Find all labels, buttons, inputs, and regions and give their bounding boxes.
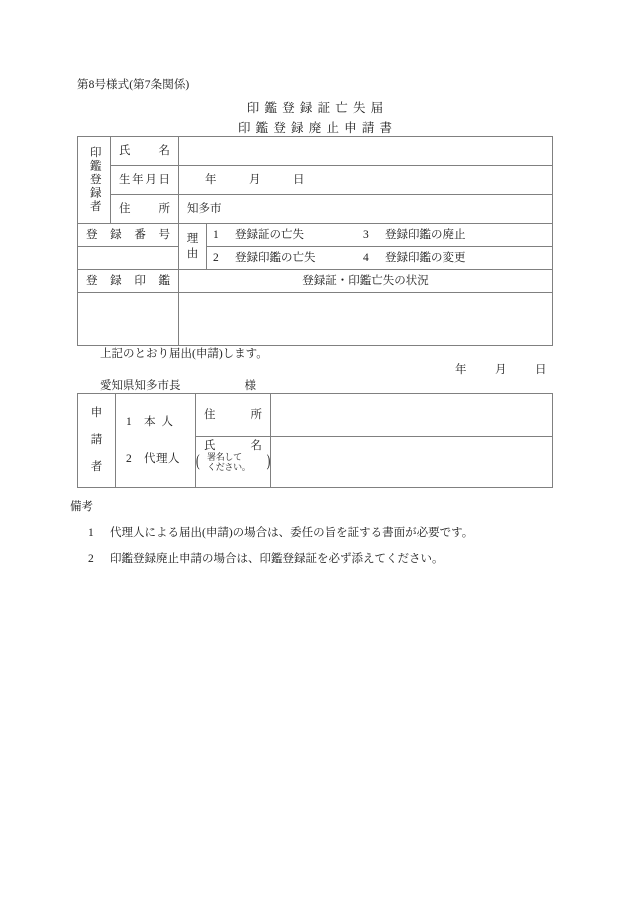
applicant-type-self-number: 1 bbox=[126, 416, 133, 429]
reason-option-2-number: 2 bbox=[213, 251, 219, 264]
reason-option-3[interactable] bbox=[363, 228, 466, 242]
signature-note-line-2: ください。 bbox=[207, 462, 251, 473]
signature-note-bracket-left: ( bbox=[196, 452, 200, 471]
addressee-name: 愛知県知多市長 bbox=[100, 380, 181, 392]
table-row-registration-number-label bbox=[78, 224, 553, 247]
address-input-cell[interactable]: 知多市 bbox=[179, 195, 553, 224]
seal-impression-cell[interactable] bbox=[78, 293, 179, 346]
situation-header: 登録証・印鑑亡失の状況 bbox=[179, 270, 553, 293]
note-item-1 bbox=[88, 524, 473, 540]
table-row-birthdate bbox=[78, 166, 553, 195]
reason-label-char-2: 由 bbox=[186, 247, 199, 260]
signature-note bbox=[196, 453, 270, 472]
reason-row-2[interactable] bbox=[207, 247, 553, 270]
birthdate-month-label: 月 bbox=[249, 173, 261, 186]
reason-option-3-text: 登録印鑑の廃止 bbox=[385, 228, 466, 241]
declaration-text: 上記のとおり届出(申請)します。 bbox=[100, 348, 268, 360]
applicant-type-cell[interactable] bbox=[116, 394, 196, 488]
notes-heading: 備考 bbox=[70, 501, 93, 513]
reason-option-2-text: 登録印鑑の亡失 bbox=[235, 251, 316, 264]
applicant-type-agent[interactable] bbox=[116, 452, 195, 466]
birthdate-day-label: 日 bbox=[293, 173, 305, 186]
applicant-name-label: 氏名 bbox=[204, 440, 262, 452]
birthdate-label: 生年月日 bbox=[111, 166, 179, 195]
submission-date-year: 年 bbox=[455, 364, 467, 376]
reason-option-2[interactable] bbox=[213, 251, 363, 265]
applicant-label-char-2: 請 bbox=[90, 434, 103, 447]
name-input-cell[interactable] bbox=[179, 137, 553, 166]
situation-input-cell[interactable] bbox=[179, 293, 553, 346]
note-item-2 bbox=[88, 550, 444, 566]
signature-note-line-1: 署名して bbox=[207, 452, 242, 463]
applicant-type-self-text: 本人 bbox=[144, 416, 179, 429]
table-row-seal-header bbox=[78, 270, 553, 293]
applicant-label-char-1: 申 bbox=[90, 407, 103, 420]
registrant-vertical-label-text: 印鑑登録者 bbox=[88, 146, 101, 214]
applicant-name-input-cell[interactable] bbox=[271, 437, 553, 488]
seal-label: 登録印鑑 bbox=[78, 270, 179, 293]
birthdate-input-cell[interactable] bbox=[179, 166, 553, 195]
registrant-vertical-label bbox=[78, 137, 111, 224]
reason-label-cell bbox=[179, 224, 207, 270]
reason-option-1[interactable] bbox=[213, 228, 363, 242]
applicant-type-self[interactable] bbox=[116, 415, 195, 429]
reason-option-1-number: 1 bbox=[213, 228, 219, 241]
applicant-type-agent-number: 2 bbox=[126, 452, 133, 465]
registrant-table bbox=[77, 136, 553, 346]
applicant-name-label-cell bbox=[196, 437, 271, 488]
table-row-registration-number-value bbox=[78, 247, 553, 270]
table-row-address bbox=[78, 195, 553, 224]
reason-option-3-number: 3 bbox=[363, 228, 369, 241]
reason-option-4[interactable] bbox=[363, 251, 466, 265]
applicant-vertical-label-stack bbox=[78, 394, 115, 487]
document-title-line-1: 印鑑登録証亡失届 bbox=[246, 101, 389, 115]
applicant-type-agent-text: 代理人 bbox=[144, 452, 180, 465]
reason-row-1[interactable] bbox=[207, 224, 553, 247]
submission-date-line[interactable] bbox=[455, 361, 547, 377]
form-number: 第8号様式(第7条関係) bbox=[77, 79, 190, 91]
submission-date-month: 月 bbox=[495, 364, 507, 376]
note-item-2-text: 印鑑登録廃止申請の場合は、印鑑登録証を必ず添えてください。 bbox=[110, 553, 444, 565]
reason-label-char-1: 理 bbox=[186, 233, 199, 246]
name-label: 氏名 bbox=[111, 137, 179, 166]
document-title-line-2: 印鑑登録廃止申請書 bbox=[237, 121, 398, 135]
table-row-name bbox=[78, 137, 553, 166]
note-item-2-number: 2 bbox=[88, 553, 94, 565]
registration-number-label: 登録番号 bbox=[78, 224, 179, 247]
applicant-vertical-label bbox=[78, 394, 116, 488]
table-row-applicant-address bbox=[78, 394, 553, 437]
applicant-table bbox=[77, 393, 553, 488]
applicant-label-char-3: 者 bbox=[90, 461, 103, 474]
signature-note-bracket-right: ) bbox=[266, 452, 270, 471]
note-item-1-number: 1 bbox=[88, 527, 94, 539]
reason-option-4-number: 4 bbox=[363, 251, 369, 264]
note-item-1-text: 代理人による届出(申請)の場合は、委任の旨を証する書面が必要です。 bbox=[110, 527, 474, 539]
addressee-line bbox=[100, 377, 256, 393]
reason-option-4-text: 登録印鑑の変更 bbox=[385, 251, 466, 264]
applicant-address-input-cell[interactable] bbox=[271, 394, 553, 437]
applicant-address-label: 住所 bbox=[196, 394, 271, 437]
reason-label-stack bbox=[179, 232, 206, 261]
address-label: 住所 bbox=[111, 195, 179, 224]
registration-number-input-cell[interactable] bbox=[78, 247, 179, 270]
birthdate-year-label: 年 bbox=[205, 173, 217, 186]
addressee-honorific: 様 bbox=[244, 380, 256, 392]
submission-date-day: 日 bbox=[535, 364, 547, 376]
table-row-seal-body bbox=[78, 293, 553, 346]
reason-option-1-text: 登録証の亡失 bbox=[235, 228, 304, 241]
